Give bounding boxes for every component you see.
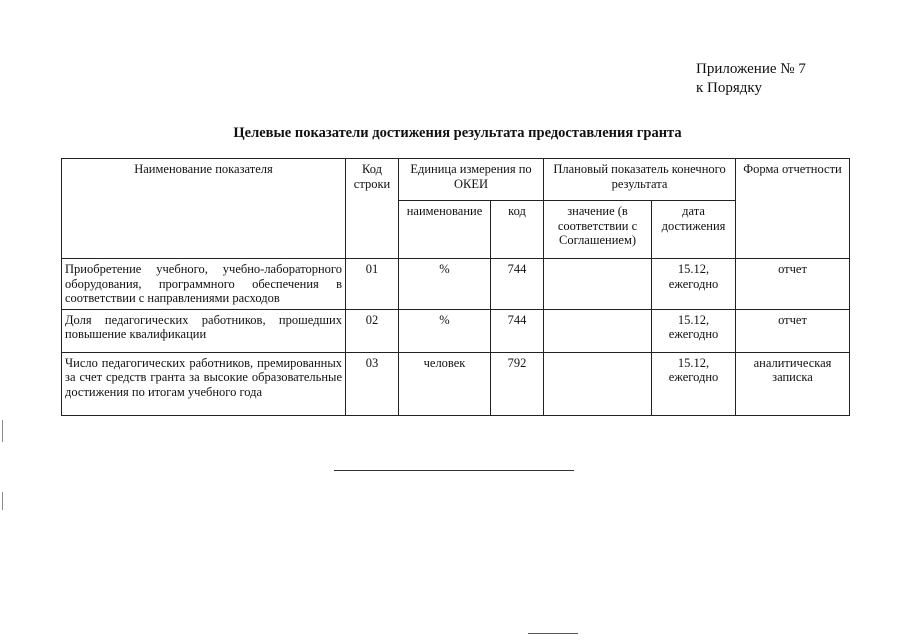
scan-edge-mark [2, 420, 3, 442]
document-title: Целевые показатели достижения результата предоставления гранта [233, 125, 682, 141]
header-plan-value: значение (в соответствии с Соглашением) [544, 201, 652, 259]
unit-code: 792 [491, 352, 544, 415]
row-code: 01 [346, 259, 399, 310]
scan-edge-mark [2, 492, 3, 510]
header-report-form: Форма отчетности [736, 159, 850, 259]
appendix-label [696, 60, 806, 98]
closing-divider-line [334, 470, 574, 471]
plan-value [544, 309, 652, 352]
unit-name: человек [399, 352, 491, 415]
plan-value [544, 352, 652, 415]
indicator-name: Доля педагогических работников, прошедших повышение квалификации [62, 309, 346, 352]
unit-code: 744 [491, 259, 544, 310]
row-code: 02 [346, 309, 399, 352]
plan-date: 15.12, ежегодно [652, 309, 736, 352]
appendix-reference: к Порядку [696, 80, 762, 96]
appendix-number: Приложение № 7 [696, 61, 806, 77]
table-row [62, 352, 850, 415]
table-row [62, 309, 850, 352]
unit-code: 744 [491, 309, 544, 352]
report-form: отчет [736, 309, 850, 352]
indicators-table [61, 158, 850, 416]
indicator-name: Приобретение учебного, учебно-лабораторного оборудования, программного обеспечения в соответствии с направлениями расходов [62, 259, 346, 310]
header-okei-unit: Единица измерения по ОКЕИ [399, 159, 544, 201]
header-plan-date: дата достижения [652, 201, 736, 259]
plan-date: 15.12, ежегодно [652, 259, 736, 310]
report-form: аналитическая записка [736, 352, 850, 415]
row-code: 03 [346, 352, 399, 415]
report-form: отчет [736, 259, 850, 310]
table-header-row [62, 159, 850, 201]
header-indicator-name: Наименование показателя [62, 159, 346, 259]
header-row-code: Код строки [346, 159, 399, 259]
plan-value [544, 259, 652, 310]
header-planned-result: Плановый показатель конечного результата [544, 159, 736, 201]
indicator-name: Число педагогических работников, премированных за счет средств гранта за высокие образовательные достижения по итогам учебного года [62, 352, 346, 415]
header-unit-name: наименование [399, 201, 491, 259]
header-unit-code: код [491, 201, 544, 259]
table-row [62, 259, 850, 310]
plan-date: 15.12, ежегодно [652, 352, 736, 415]
unit-name: % [399, 309, 491, 352]
page-bottom-mark [528, 633, 578, 634]
unit-name: % [399, 259, 491, 310]
